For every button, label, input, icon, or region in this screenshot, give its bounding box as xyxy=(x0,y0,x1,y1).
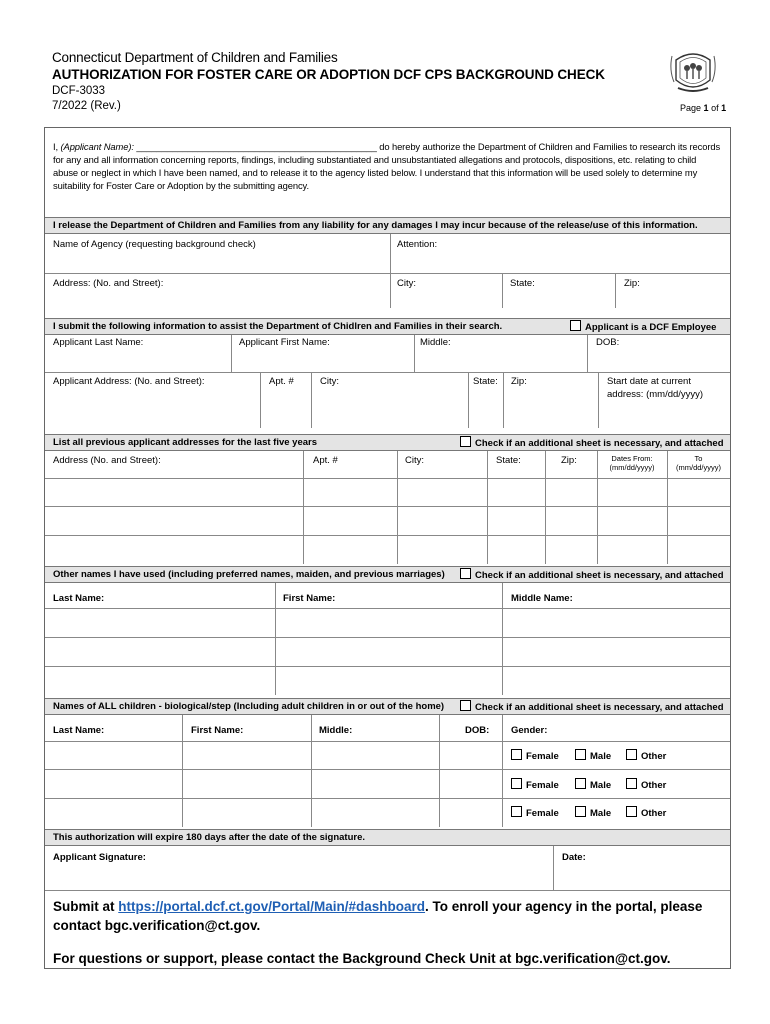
applicant-last-name-field[interactable]: Applicant Last Name: xyxy=(53,337,144,348)
form-number: DCF-3033 xyxy=(52,85,106,97)
applicant-dob-field[interactable]: DOB: xyxy=(596,337,620,348)
form-revision: 7/2022 (Rev.) xyxy=(52,100,121,112)
applicant-city-field[interactable]: City: xyxy=(320,376,339,387)
form-body xyxy=(44,127,731,969)
agency-city-field[interactable]: City: xyxy=(397,278,416,289)
prev-address-header: Address (No. and Street): xyxy=(53,455,161,466)
other-first-name-header: First Name: xyxy=(283,593,336,604)
start-date-field[interactable]: address: (mm/dd/yyyy) xyxy=(607,389,704,400)
agency-name-field[interactable]: Name of Agency (requesting background check) xyxy=(53,239,256,250)
female-checkbox[interactable] xyxy=(511,749,522,760)
support-notice: For questions or support, please contact the Background Check Unit at bgc.verification@ct.gov. xyxy=(53,951,671,966)
prev-state-header: State: xyxy=(496,455,521,466)
expiration-notice: This authorization will expire 180 days after the date of the signature. xyxy=(45,829,730,846)
previous-addresses-header: List all previous applicant addresses for the last five years Check if an additional sheet is necessary, and attached xyxy=(45,434,730,451)
agency-state-field[interactable]: State: xyxy=(510,278,535,289)
gender-row1-male: Male xyxy=(575,749,611,762)
child-first-name-header: First Name: xyxy=(191,725,244,736)
dcf-employee-label: Applicant is a DCF Employee xyxy=(585,322,717,333)
child-dob-header: DOB: xyxy=(465,725,490,736)
other-last-name-header: Last Name: xyxy=(53,593,105,604)
authorization-paragraph: I, (Applicant Name): _______________________________________________ do hereby authorize the Department of Children and Families to research its records for any and all information concerning reports, findings, including substantiated and unsubstantiated allegations and protocols, dispositions, etc. relating to child abuse or neglect in which I have been named, and to release it to the agency listed below. I understand that this information will be used solely to determine my suitability for Foster Care or Adoption by the submitting agency. xyxy=(53,141,721,191)
prev-zip-header: Zip: xyxy=(561,455,577,466)
previous-addresses-checkbox[interactable] xyxy=(460,436,471,447)
portal-link[interactable]: https://portal.dcf.ct.gov/Portal/Main/#dashboard xyxy=(118,899,426,914)
prev-apt-header: Apt. # xyxy=(313,455,338,466)
children-header: Names of ALL children - biological/step (Including adult children in or out of the home) Check if an additional sheet is necessary, and attached xyxy=(45,698,730,715)
other-middle-name-header: Middle Name: xyxy=(511,593,573,604)
prev-from-header: Dates From: (mm/dd/yyyy) xyxy=(609,454,655,472)
child-gender-header: Gender: xyxy=(511,725,548,736)
page-indicator: Page 1 of 1 xyxy=(680,103,727,113)
gender-row3: Female xyxy=(511,806,559,819)
child-middle-header: Middle: xyxy=(319,725,353,736)
applicant-section-header: I submit the following information to assist the Department of Chidlren and Families in their search. Applicant is a DCF Employee xyxy=(45,318,730,335)
dcf-employee-checkbox[interactable] xyxy=(570,320,581,331)
other-checkbox[interactable] xyxy=(626,806,637,817)
gender-row1: Female xyxy=(511,749,559,762)
submit-instructions: Submit at https://portal.dcf.ct.gov/Portal/Main/#dashboard. To enroll your agency in the portal, please contact bgc.verification@ct.gov. xyxy=(53,899,703,933)
applicant-state-field[interactable]: State: xyxy=(473,376,498,387)
female-checkbox[interactable] xyxy=(511,806,522,817)
other-checkbox[interactable] xyxy=(626,778,637,789)
state-seal-icon xyxy=(666,46,720,96)
applicant-signature-field[interactable]: Applicant Signature: xyxy=(53,852,146,863)
gender-row2-other: Other xyxy=(626,778,666,791)
gender-row2-male: Male xyxy=(575,778,611,791)
male-checkbox[interactable] xyxy=(575,749,586,760)
male-checkbox[interactable] xyxy=(575,778,586,789)
attention-field[interactable]: Attention: xyxy=(397,239,438,250)
applicant-first-name-field[interactable]: Applicant First Name: xyxy=(239,337,330,348)
other-names-header: Other names I have used (including preferred names, maiden, and previous marriages) Check if an additional sheet is necessary, and attached xyxy=(45,566,730,583)
department-name: Connecticut Department of Children and Families xyxy=(52,50,338,65)
other-checkbox[interactable] xyxy=(626,749,637,760)
female-checkbox[interactable] xyxy=(511,778,522,789)
applicant-middle-field[interactable]: Middle: xyxy=(420,337,451,348)
child-last-name-header: Last Name: xyxy=(53,725,105,736)
gender-row2: Female xyxy=(511,778,559,791)
applicant-apt-field[interactable]: Apt. # xyxy=(269,376,294,387)
gender-row1-other: Other xyxy=(626,749,666,762)
gender-row3-male: Male xyxy=(575,806,611,819)
prev-address-rows[interactable] xyxy=(45,479,730,563)
signature-date-field[interactable]: Date: xyxy=(562,852,586,863)
release-section-header: I release the Department of Children and Families from any liability for any damages I may incur because of the release/use of this information. xyxy=(45,217,730,234)
applicant-name-field[interactable]: _______________________________________________ xyxy=(133,141,380,152)
start-date-line1: Start date at current xyxy=(607,376,691,387)
form-title: AUTHORIZATION FOR FOSTER CARE OR ADOPTION DCF CPS BACKGROUND CHECK xyxy=(52,67,605,82)
applicant-name-label: (Applicant Name): xyxy=(60,141,134,152)
prev-city-header: City: xyxy=(405,455,424,466)
agency-zip-field[interactable]: Zip: xyxy=(624,278,640,289)
agency-address-field[interactable]: Address: (No. and Street): xyxy=(53,278,164,289)
gender-row3-other: Other xyxy=(626,806,666,819)
children-rows[interactable] xyxy=(45,742,501,826)
children-checkbox[interactable] xyxy=(460,700,471,711)
other-names-rows[interactable] xyxy=(45,609,730,694)
male-checkbox[interactable] xyxy=(575,806,586,817)
applicant-zip-field[interactable]: Zip: xyxy=(511,376,527,387)
prev-to-header: To (mm/dd/yyyy) xyxy=(676,454,721,472)
other-names-checkbox[interactable] xyxy=(460,568,471,579)
applicant-address-field[interactable]: Applicant Address: (No. and Street): xyxy=(53,376,205,387)
